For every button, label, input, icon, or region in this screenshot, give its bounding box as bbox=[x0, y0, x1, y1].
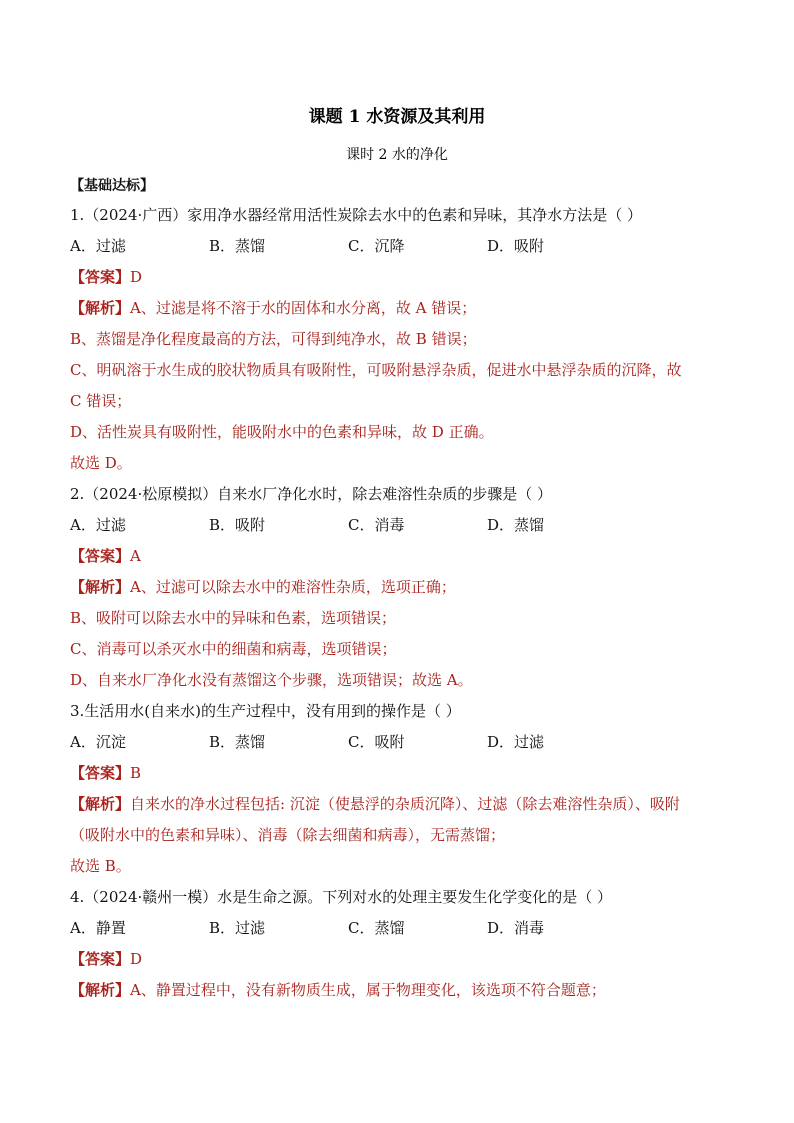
option-b: B．过滤 bbox=[209, 919, 266, 937]
question-stem: 3.生活用水(自来水)的生产过程中，没有用到的操作是（ ） bbox=[70, 702, 461, 720]
answer-line bbox=[70, 262, 730, 293]
answer-value: D bbox=[130, 268, 143, 286]
answer-line bbox=[70, 541, 730, 572]
answer-line bbox=[70, 758, 730, 789]
option-b: B．蒸馏 bbox=[209, 733, 266, 751]
answer-value: B bbox=[130, 764, 142, 782]
analysis-line: B、吸附可以除去水中的异味和色素，选项错误； bbox=[70, 609, 397, 627]
page-subtitle: 课时 2 水的净化 bbox=[346, 147, 448, 163]
option-a: A．过滤 bbox=[70, 237, 126, 255]
analysis-text: A、过滤是将不溶于水的固体和水分离，故 A 错误； bbox=[130, 299, 477, 317]
analysis-text: A、过滤可以除去水中的难溶性杂质，选项正确； bbox=[130, 578, 456, 596]
question-stem: 1.（2024·广西）家用净水器经常用活性炭除去水中的色素和异味，其净水方法是（ ） bbox=[70, 206, 643, 224]
document-content bbox=[70, 172, 730, 1006]
analysis-line: C、明矾溶于水生成的胶状物质具有吸附性，可吸附悬浮杂质，促进水中悬浮杂质的沉降，故 bbox=[70, 361, 682, 379]
analysis-text: A、静置过程中，没有新物质生成，属于物理变化，该选项不符合题意； bbox=[130, 981, 606, 999]
analysis-line bbox=[70, 975, 730, 1006]
question-options bbox=[70, 510, 730, 541]
analysis-line bbox=[70, 293, 730, 324]
option-c: C．蒸馏 bbox=[348, 919, 405, 937]
analysis-line: （吸附水中的色素和异味）、消毒（除去细菌和病毒），无需蒸馏； bbox=[70, 826, 506, 844]
option-d: D．消毒 bbox=[487, 919, 545, 937]
analysis-line bbox=[70, 572, 730, 603]
option-d: D．过滤 bbox=[487, 733, 545, 751]
option-a: A．静置 bbox=[70, 919, 126, 937]
answer-label: 【答案】 bbox=[70, 268, 131, 286]
analysis-line: 故选 B。 bbox=[70, 857, 131, 875]
analysis-line: C、消毒可以杀灭水中的细菌和病毒，选项错误； bbox=[70, 640, 397, 658]
analysis-label: 【解析】 bbox=[70, 299, 131, 317]
question-1 bbox=[70, 200, 730, 479]
option-a: A．过滤 bbox=[70, 516, 126, 534]
question-options bbox=[70, 727, 730, 758]
question-2 bbox=[70, 479, 730, 696]
option-c: C．沉降 bbox=[348, 237, 405, 255]
page-title: 课题 1 水资源及其利用 bbox=[308, 107, 486, 127]
analysis-text: 自来水的净水过程包括: 沉淀（使悬浮的杂质沉降）、过滤（除去难溶性杂质）、吸附 bbox=[130, 795, 680, 813]
section-label: 【基础达标】 bbox=[70, 178, 154, 194]
option-b: B．蒸馏 bbox=[209, 237, 266, 255]
analysis-line bbox=[70, 789, 730, 820]
analysis-line: D、活性炭具有吸附性，能吸附水中的色素和异味，故 D 正确。 bbox=[70, 423, 494, 441]
answer-label: 【答案】 bbox=[70, 950, 131, 968]
answer-line bbox=[70, 944, 730, 975]
answer-value: A bbox=[130, 547, 141, 565]
analysis-label: 【解析】 bbox=[70, 795, 131, 813]
option-d: D．蒸馏 bbox=[487, 516, 545, 534]
analysis-line: 故选 D。 bbox=[70, 454, 132, 472]
question-stem: 2.（2024·松原模拟）自来水厂净化水时，除去难溶性杂质的步骤是（ ） bbox=[70, 485, 553, 503]
option-d: D．吸附 bbox=[487, 237, 545, 255]
option-c: C．吸附 bbox=[348, 733, 405, 751]
question-3 bbox=[70, 696, 730, 882]
answer-label: 【答案】 bbox=[70, 764, 131, 782]
analysis-line: D、自来水厂净化水没有蒸馏这个步骤，选项错误；故选 A。 bbox=[70, 671, 473, 689]
question-options bbox=[70, 231, 730, 262]
answer-label: 【答案】 bbox=[70, 547, 131, 565]
option-c: C．消毒 bbox=[348, 516, 405, 534]
question-4 bbox=[70, 882, 730, 1006]
question-stem: 4.（2024·赣州一模）水是生命之源。下列对水的处理主要发生化学变化的是（ ） bbox=[70, 888, 613, 906]
option-a: A．沉淀 bbox=[70, 733, 126, 751]
analysis-label: 【解析】 bbox=[70, 578, 131, 596]
analysis-line: B、蒸馏是净化程度最高的方法，可得到纯净水，故 B 错误； bbox=[70, 330, 477, 348]
option-b: B．吸附 bbox=[209, 516, 266, 534]
question-options bbox=[70, 913, 730, 944]
answer-value: D bbox=[130, 950, 143, 968]
analysis-line: C 错误； bbox=[70, 392, 132, 410]
analysis-label: 【解析】 bbox=[70, 981, 131, 999]
